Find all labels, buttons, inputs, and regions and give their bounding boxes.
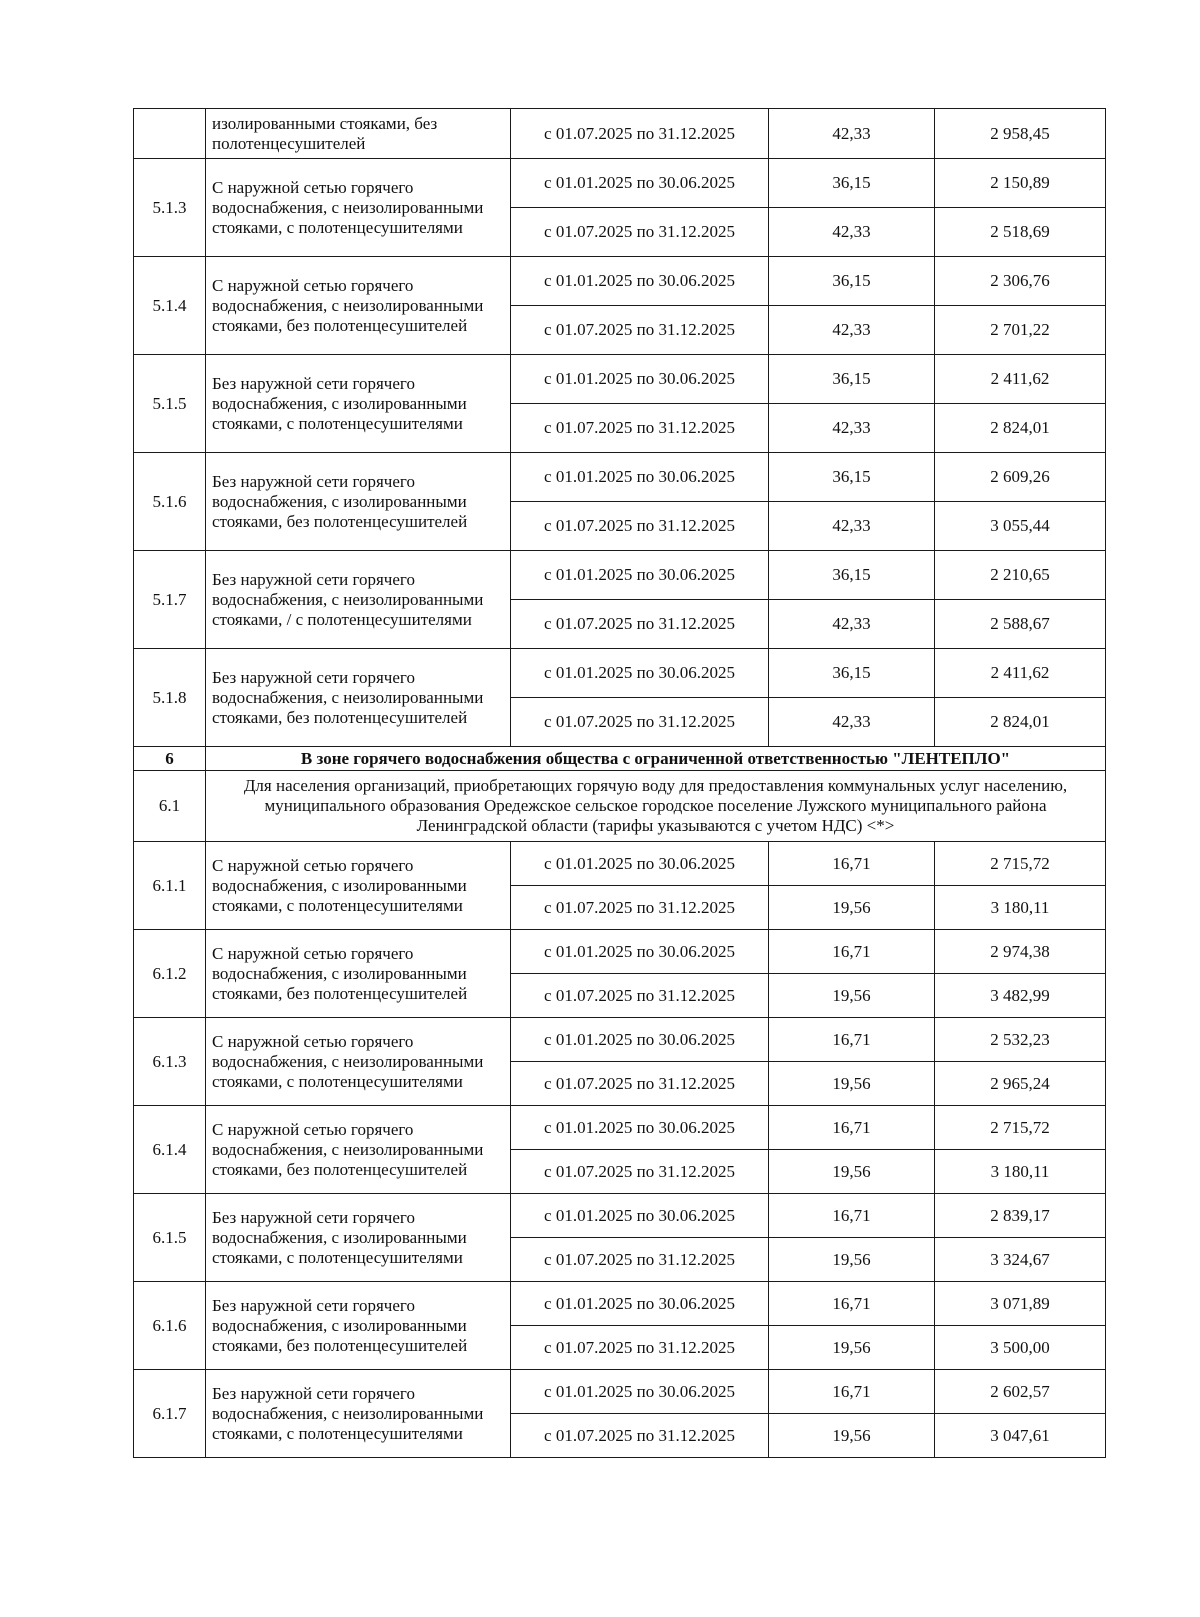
- volume-cell: 42,33: [769, 404, 935, 453]
- period-cell: с 01.01.2025 по 30.06.2025: [511, 1282, 769, 1326]
- item-number-cell: 6.1.5: [134, 1194, 206, 1282]
- tariff-cell: 3 500,00: [935, 1326, 1106, 1370]
- volume-cell: 36,15: [769, 159, 935, 208]
- period-cell: с 01.01.2025 по 30.06.2025: [511, 257, 769, 306]
- description-cell: изолированными стояками, без полотенцесушителей: [206, 109, 511, 159]
- tariff-cell: 3 047,61: [935, 1414, 1106, 1458]
- period-cell: с 01.07.2025 по 31.12.2025: [511, 404, 769, 453]
- table-row: [134, 930, 1106, 974]
- tariff-table: [133, 108, 1106, 1458]
- volume-cell: 36,15: [769, 551, 935, 600]
- volume-cell: 42,33: [769, 502, 935, 551]
- period-cell: с 01.07.2025 по 31.12.2025: [511, 1062, 769, 1106]
- volume-cell: 16,71: [769, 842, 935, 886]
- tariff-cell: 2 306,76: [935, 257, 1106, 306]
- table-row: [134, 109, 1106, 159]
- tariff-cell: 2 210,65: [935, 551, 1106, 600]
- description-cell: Без наружной сети горячего водоснабжения, с изолированными стояками, с полотенцесушителями: [206, 355, 511, 453]
- section-number-cell: 6: [134, 747, 206, 771]
- tariff-cell: 2 958,45: [935, 109, 1106, 159]
- table-row: [134, 257, 1106, 306]
- volume-cell: 16,71: [769, 1018, 935, 1062]
- volume-cell: 16,71: [769, 930, 935, 974]
- tariff-cell: 2 411,62: [935, 355, 1106, 404]
- period-cell: с 01.01.2025 по 30.06.2025: [511, 649, 769, 698]
- volume-cell: 16,71: [769, 1194, 935, 1238]
- item-number-cell: 6.1.7: [134, 1370, 206, 1458]
- tariff-cell: 3 324,67: [935, 1238, 1106, 1282]
- table-row: [134, 1018, 1106, 1062]
- tariff-cell: 2 965,24: [935, 1062, 1106, 1106]
- description-cell: Без наружной сети горячего водоснабжения, с изолированными стояками, с полотенцесушителями: [206, 1194, 511, 1282]
- period-cell: с 01.01.2025 по 30.06.2025: [511, 159, 769, 208]
- period-cell: с 01.07.2025 по 31.12.2025: [511, 208, 769, 257]
- volume-cell: 16,71: [769, 1370, 935, 1414]
- volume-cell: 19,56: [769, 886, 935, 930]
- item-number-cell: 5.1.4: [134, 257, 206, 355]
- period-cell: с 01.01.2025 по 30.06.2025: [511, 355, 769, 404]
- description-cell: С наружной сетью горячего водоснабжения, с неизолированными стояками, без полотенцесушителей: [206, 1106, 511, 1194]
- tariff-cell: 2 518,69: [935, 208, 1106, 257]
- volume-cell: 16,71: [769, 1282, 935, 1326]
- tariff-cell: 3 180,11: [935, 886, 1106, 930]
- table-row: [134, 1106, 1106, 1150]
- period-cell: с 01.07.2025 по 31.12.2025: [511, 1414, 769, 1458]
- item-number-cell: 6.1.2: [134, 930, 206, 1018]
- table-row: [134, 1194, 1106, 1238]
- subsection-number-cell: 6.1: [134, 771, 206, 842]
- item-number-cell: 5.1.3: [134, 159, 206, 257]
- period-cell: с 01.01.2025 по 30.06.2025: [511, 1194, 769, 1238]
- table-row: [134, 649, 1106, 698]
- volume-cell: 42,33: [769, 109, 935, 159]
- table-row: [134, 551, 1106, 600]
- volume-cell: 42,33: [769, 208, 935, 257]
- description-cell: С наружной сетью горячего водоснабжения, с изолированными стояками, без полотенцесушителей: [206, 930, 511, 1018]
- period-cell: с 01.01.2025 по 30.06.2025: [511, 1018, 769, 1062]
- tariff-cell: 3 482,99: [935, 974, 1106, 1018]
- section-header-row: [134, 747, 1106, 771]
- tariff-cell: 2 824,01: [935, 404, 1106, 453]
- tariff-cell: 2 839,17: [935, 1194, 1106, 1238]
- volume-cell: 19,56: [769, 1238, 935, 1282]
- tariff-cell: 2 150,89: [935, 159, 1106, 208]
- item-number-cell: 6.1.4: [134, 1106, 206, 1194]
- tariff-cell: 2 715,72: [935, 842, 1106, 886]
- volume-cell: 19,56: [769, 1414, 935, 1458]
- tariff-cell: 2 715,72: [935, 1106, 1106, 1150]
- volume-cell: 42,33: [769, 600, 935, 649]
- tariff-cell: 2 824,01: [935, 698, 1106, 747]
- period-cell: с 01.07.2025 по 31.12.2025: [511, 109, 769, 159]
- tariff-cell: 2 701,22: [935, 306, 1106, 355]
- item-number-cell: 5.1.5: [134, 355, 206, 453]
- period-cell: с 01.01.2025 по 30.06.2025: [511, 551, 769, 600]
- period-cell: с 01.07.2025 по 31.12.2025: [511, 974, 769, 1018]
- volume-cell: 36,15: [769, 649, 935, 698]
- item-number-cell: 5.1.8: [134, 649, 206, 747]
- period-cell: с 01.07.2025 по 31.12.2025: [511, 698, 769, 747]
- table-row: [134, 355, 1106, 404]
- item-number-cell: 5.1.7: [134, 551, 206, 649]
- tariff-cell: 2 532,23: [935, 1018, 1106, 1062]
- table-row: [134, 1370, 1106, 1414]
- period-cell: с 01.07.2025 по 31.12.2025: [511, 886, 769, 930]
- period-cell: с 01.07.2025 по 31.12.2025: [511, 1326, 769, 1370]
- volume-cell: 19,56: [769, 1150, 935, 1194]
- volume-cell: 42,33: [769, 306, 935, 355]
- description-cell: Без наружной сети горячего водоснабжения, с неизолированными стояками, / с полотенцесушителями: [206, 551, 511, 649]
- subsection-description-cell: Для населения организаций, приобретающих горячую воду для предоставления коммунальных услуг населению, муниципального образования Оредежское сельское городское поселение Лужского муниципального района Ленинградской области (тарифы указываются с учетом НДС) <*>: [206, 771, 1106, 842]
- description-cell: Без наружной сети горячего водоснабжения, с изолированными стояками, без полотенцесушителей: [206, 1282, 511, 1370]
- volume-cell: 19,56: [769, 974, 935, 1018]
- period-cell: с 01.01.2025 по 30.06.2025: [511, 1370, 769, 1414]
- volume-cell: 19,56: [769, 1062, 935, 1106]
- period-cell: с 01.07.2025 по 31.12.2025: [511, 502, 769, 551]
- tariff-cell: 3 180,11: [935, 1150, 1106, 1194]
- row-number-cell: [134, 109, 206, 159]
- tariff-cell: 2 602,57: [935, 1370, 1106, 1414]
- volume-cell: 42,33: [769, 698, 935, 747]
- period-cell: с 01.07.2025 по 31.12.2025: [511, 306, 769, 355]
- tariff-cell: 3 071,89: [935, 1282, 1106, 1326]
- item-number-cell: 6.1.1: [134, 842, 206, 930]
- period-cell: с 01.01.2025 по 30.06.2025: [511, 1106, 769, 1150]
- volume-cell: 16,71: [769, 1106, 935, 1150]
- period-cell: с 01.07.2025 по 31.12.2025: [511, 1238, 769, 1282]
- volume-cell: 36,15: [769, 257, 935, 306]
- period-cell: с 01.01.2025 по 30.06.2025: [511, 930, 769, 974]
- tariff-cell: 2 588,67: [935, 600, 1106, 649]
- table-row: [134, 1282, 1106, 1326]
- section-title-cell: В зоне горячего водоснабжения общества с ограниченной ответственностью "ЛЕНТЕПЛО": [206, 747, 1106, 771]
- description-cell: С наружной сетью горячего водоснабжения, с неизолированными стояками, без полотенцесушителей: [206, 257, 511, 355]
- description-cell: С наружной сетью горячего водоснабжения, с изолированными стояками, с полотенцесушителями: [206, 842, 511, 930]
- description-cell: С наружной сетью горячего водоснабжения, с неизолированными стояками, с полотенцесушителями: [206, 159, 511, 257]
- description-cell: С наружной сетью горячего водоснабжения, с неизолированными стояками, с полотенцесушителями: [206, 1018, 511, 1106]
- table-row: [134, 453, 1106, 502]
- item-number-cell: 5.1.6: [134, 453, 206, 551]
- tariff-cell: 3 055,44: [935, 502, 1106, 551]
- period-cell: с 01.07.2025 по 31.12.2025: [511, 600, 769, 649]
- item-number-cell: 6.1.6: [134, 1282, 206, 1370]
- description-cell: Без наружной сети горячего водоснабжения, с неизолированными стояками, с полотенцесушителями: [206, 1370, 511, 1458]
- description-cell: Без наружной сети горячего водоснабжения, с неизолированными стояками, без полотенцесушителей: [206, 649, 511, 747]
- table-row: [134, 842, 1106, 886]
- volume-cell: 36,15: [769, 355, 935, 404]
- tariff-cell: 2 411,62: [935, 649, 1106, 698]
- volume-cell: 36,15: [769, 453, 935, 502]
- period-cell: с 01.01.2025 по 30.06.2025: [511, 842, 769, 886]
- tariff-cell: 2 974,38: [935, 930, 1106, 974]
- tariff-table-body: [134, 109, 1106, 1458]
- tariff-cell: 2 609,26: [935, 453, 1106, 502]
- item-number-cell: 6.1.3: [134, 1018, 206, 1106]
- volume-cell: 19,56: [769, 1326, 935, 1370]
- description-cell: Без наружной сети горячего водоснабжения, с изолированными стояками, без полотенцесушителей: [206, 453, 511, 551]
- period-cell: с 01.07.2025 по 31.12.2025: [511, 1150, 769, 1194]
- table-row: [134, 159, 1106, 208]
- subsection-header-row: [134, 771, 1106, 842]
- period-cell: с 01.01.2025 по 30.06.2025: [511, 453, 769, 502]
